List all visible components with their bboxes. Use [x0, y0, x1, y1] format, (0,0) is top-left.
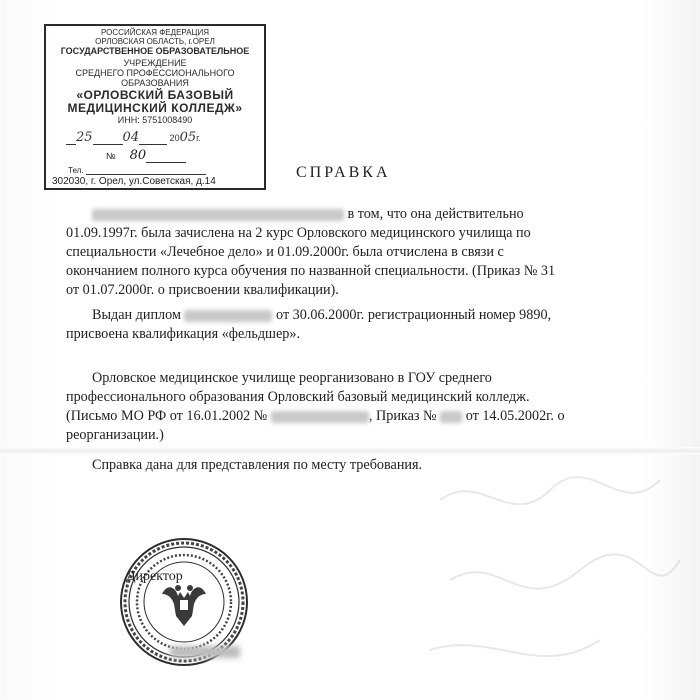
- body-line: Справка дана для представления по месту требования.: [92, 457, 423, 473]
- stamp-college-name: МЕДИЦИНСКИЙ КОЛЛЕДЖ»: [67, 101, 243, 115]
- body-text: в том, что она действительно: [347, 206, 524, 222]
- institution-stamp: [44, 24, 266, 190]
- body-line: [92, 306, 551, 325]
- body-line: специальности «Лечебное дело» и 01.09.2000г. была отчислена в связи с: [66, 244, 504, 260]
- body-line: [66, 407, 565, 426]
- stamp-number-label: №: [106, 151, 116, 161]
- redacted-order-number: [440, 411, 462, 423]
- body-line: [92, 205, 524, 224]
- stamp-date: [66, 130, 201, 145]
- bleed-through-marks: [420, 460, 700, 700]
- stamp-inn: ИНН: 5751008490: [117, 115, 193, 125]
- stamp-date-day: 25: [76, 130, 93, 145]
- body-text: от 30.06.2000г. регистрационный номер 9890,: [276, 307, 552, 323]
- body-line: присвоена квалификация «фельдшер».: [66, 326, 301, 342]
- stamp-number-value: 80: [129, 148, 147, 163]
- stamp-line: ОБРАЗОВАНИЯ: [121, 78, 189, 88]
- redacted-letter-number: [271, 411, 369, 423]
- paper-fold: [0, 447, 700, 455]
- document-title: СПРАВКА: [296, 164, 391, 181]
- body-text: Выдан диплом: [92, 307, 181, 323]
- body-text: , Приказ №: [368, 408, 437, 424]
- redacted-signature-name: [170, 646, 240, 658]
- double-headed-eagle-emblem: [162, 585, 206, 626]
- stamp-date-year: 05: [179, 130, 197, 145]
- stamp-line: РОССИЙСКАЯ ФЕДЕРАЦИЯ: [101, 28, 209, 37]
- director-label: Директор: [126, 569, 183, 584]
- body-line: от 01.07.2000г. о присвоении квалификации).: [66, 282, 339, 298]
- stamp-date-suffix: г.: [196, 133, 201, 143]
- body-line: окончанием полного курса обучения по названной специальности. (Приказ № 31: [66, 263, 556, 279]
- stamp-tel: [68, 165, 206, 175]
- stamp-line: ОРЛОВСКАЯ ОБЛАСТЬ, г.ОРЕЛ: [95, 37, 215, 46]
- stamp-college-name: «ОРЛОВСКИЙ БАЗОВЫЙ: [76, 88, 234, 102]
- stamp-line: УЧРЕЖДЕНИЕ: [123, 58, 187, 68]
- redacted-diploma-number: [184, 310, 272, 322]
- stamp-address: 302030, г. Орел, ул.Советская, д.14: [52, 176, 216, 187]
- stamp-date-month: 04: [122, 130, 140, 145]
- stamp-line: СРЕДНЕГО ПРОФЕССИОНАЛЬНОГО: [75, 68, 235, 78]
- body-line: Орловское медицинское училище реорганизовано в ГОУ среднего: [92, 370, 492, 386]
- redacted-name: [92, 209, 344, 221]
- stamp-tel-label: Тел.: [68, 166, 84, 175]
- body-text: от 14.05.2002г. о: [465, 408, 565, 424]
- stamp-number: [106, 148, 186, 163]
- stamp-line: ГОСУДАРСТВЕННОЕ ОБРАЗОВАТЕЛЬНОЕ: [60, 46, 250, 56]
- stamp-date-year-prefix: 20: [169, 133, 180, 143]
- body-line: 01.09.1997г. была зачислена на 2 курс Орловского медицинского училища по: [66, 225, 531, 241]
- body-line: реорганизации.): [66, 427, 164, 443]
- body-line: профессионального образования Орловский базовый медицинский колледж.: [66, 389, 530, 405]
- body-text: (Письмо МО РФ от 16.01.2002 №: [66, 408, 268, 424]
